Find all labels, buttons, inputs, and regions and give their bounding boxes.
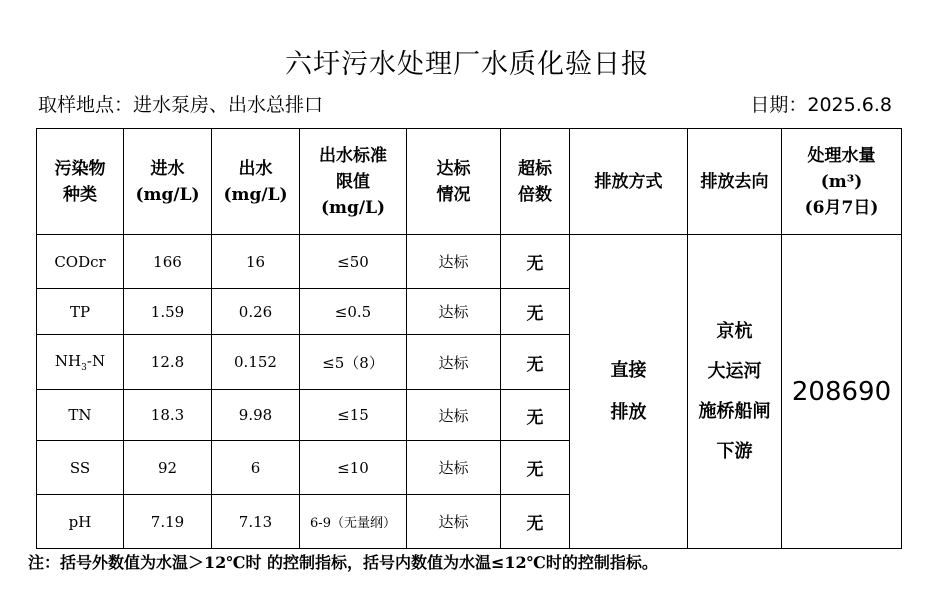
header-compliance xyxy=(407,129,501,235)
header-discharge-mode: 排放方式 xyxy=(570,129,688,235)
header-text: (m³) xyxy=(820,171,863,192)
discharge-dest-cell xyxy=(688,235,782,549)
header-text: 倍数 xyxy=(518,184,552,205)
report-date: 日期：2025.6.8 xyxy=(750,94,892,116)
pollutant-name: CODcr xyxy=(37,235,124,289)
footnote: 注：括号外数值为水温＞12℃时 的控制指标，括号内数值为水温≤12℃时的控制指标。 xyxy=(28,553,658,572)
exceed-value: 无 xyxy=(501,495,570,549)
header-text: (mg/L) xyxy=(320,197,386,218)
inflow-value: 92 xyxy=(124,441,212,495)
formula-main: NH xyxy=(54,351,82,370)
pollutant-name: SS xyxy=(37,441,124,495)
header-text: (mg/L) xyxy=(223,184,288,205)
limit-value: ≤50 xyxy=(300,235,407,289)
discharge-dest-text: 施桥船闸 xyxy=(698,400,771,422)
inflow-value: 166 xyxy=(124,235,212,289)
table-row xyxy=(37,235,902,289)
header-text: 污染物 xyxy=(54,158,106,179)
header-text: 进水 xyxy=(150,158,185,179)
compliance-value: 达标 xyxy=(407,335,501,390)
header-row xyxy=(37,129,902,235)
compliance-value: 达标 xyxy=(407,289,501,335)
exceed-value: 无 xyxy=(501,390,570,441)
header-volume xyxy=(782,129,902,235)
discharge-mode-text: 排放 xyxy=(610,401,647,423)
limit-value: ≤5（8） xyxy=(300,335,407,390)
volume-value: 208690 xyxy=(782,235,902,549)
pollutant-name: TP xyxy=(37,289,124,335)
header-discharge-dest: 排放去向 xyxy=(688,129,782,235)
header-pollutant xyxy=(37,129,124,235)
header-exceed xyxy=(501,129,570,235)
limit-value: ≤0.5 xyxy=(300,289,407,335)
header-text: 种类 xyxy=(63,184,97,205)
header-text: 限值 xyxy=(336,171,370,192)
outflow-value: 0.152 xyxy=(212,335,300,390)
inflow-value: 18.3 xyxy=(124,390,212,441)
exceed-value: 无 xyxy=(501,441,570,495)
pollutant-name xyxy=(37,335,124,390)
compliance-value: 达标 xyxy=(407,235,501,289)
limit-value: ≤10 xyxy=(300,441,407,495)
exceed-value: 无 xyxy=(501,235,570,289)
inflow-value: 1.59 xyxy=(124,289,212,335)
pollutant-name: TN xyxy=(37,390,124,441)
discharge-dest-text: 下游 xyxy=(716,440,753,462)
compliance-value: 达标 xyxy=(407,390,501,441)
header-text: 出水 xyxy=(238,158,273,179)
formula-subscript: 3 xyxy=(81,362,87,373)
header-text: (6月7日) xyxy=(804,197,879,218)
compliance-value: 达标 xyxy=(407,441,501,495)
header-inflow xyxy=(124,129,212,235)
header-text: 处理水量 xyxy=(807,145,876,166)
outflow-value: 6 xyxy=(212,441,300,495)
discharge-dest-text: 大运河 xyxy=(707,360,762,382)
discharge-dest-text: 京杭 xyxy=(716,320,753,342)
sampling-location: 取样地点：进水泵房、出水总排口 xyxy=(38,94,324,116)
discharge-mode-text: 直接 xyxy=(610,359,647,381)
outflow-value: 9.98 xyxy=(212,390,300,441)
inflow-value: 12.8 xyxy=(124,335,212,390)
exceed-value: 无 xyxy=(501,289,570,335)
limit-value: 6-9（无量纲） xyxy=(300,495,407,549)
report-title: 六圩污水处理厂水质化验日报 xyxy=(285,49,649,80)
header-outflow xyxy=(212,129,300,235)
header-text: (mg/L) xyxy=(135,184,200,205)
header-text: 出水标准 xyxy=(319,145,387,166)
header-text: 情况 xyxy=(436,184,471,205)
compliance-value: 达标 xyxy=(407,495,501,549)
header-limit xyxy=(300,129,407,235)
discharge-mode-cell xyxy=(570,235,688,549)
header-text: 超标 xyxy=(518,158,552,179)
header-text: 达标 xyxy=(436,158,471,179)
water-quality-table xyxy=(36,128,902,549)
formula-tail: -N xyxy=(86,351,106,370)
outflow-value: 0.26 xyxy=(212,289,300,335)
outflow-value: 7.13 xyxy=(212,495,300,549)
inflow-value: 7.19 xyxy=(124,495,212,549)
limit-value: ≤15 xyxy=(300,390,407,441)
exceed-value: 无 xyxy=(501,335,570,390)
pollutant-name: pH xyxy=(37,495,124,549)
outflow-value: 16 xyxy=(212,235,300,289)
